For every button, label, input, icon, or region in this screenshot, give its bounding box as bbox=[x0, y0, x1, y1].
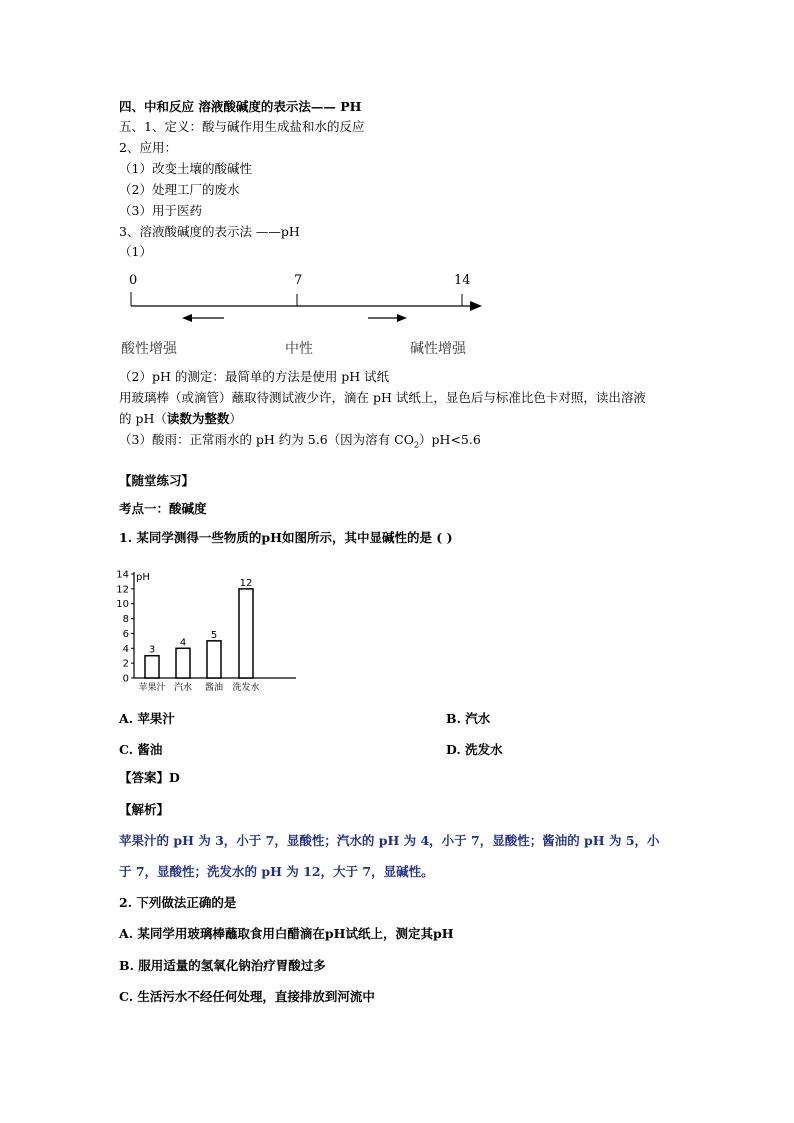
question-2: 2. 下列做法正确的是 bbox=[119, 895, 237, 910]
q2-option-b: B. 服用适量的氢氧化钠治疗胃酸过多 bbox=[119, 958, 326, 973]
neutral-label: 中性 bbox=[285, 341, 313, 357]
bar-value-label: 4 bbox=[179, 637, 187, 649]
y-tick-label: 4 bbox=[122, 643, 129, 655]
bar bbox=[207, 641, 221, 678]
y-tick-label: 8 bbox=[122, 614, 129, 626]
y-axis-label: pH bbox=[136, 572, 150, 583]
bar bbox=[145, 656, 159, 678]
ph-measure-line: 用玻璃棒（或滴管）蘸取待测试液少许，滴在 pH 试纸上，显色后与标准比色卡对照，读出溶液 bbox=[119, 390, 646, 405]
bar-value-label: 5 bbox=[210, 629, 218, 641]
analysis-text: 于 7，显酸性；洗发水的 pH 为 12，大于 7，显碱性。 bbox=[119, 864, 434, 879]
scale-tick-label: 0 bbox=[129, 273, 138, 288]
y-tick-label: 6 bbox=[122, 628, 129, 640]
application-item: （3）用于医药 bbox=[119, 203, 202, 218]
bar bbox=[176, 648, 190, 678]
q1-option-a: A. 苹果汁 bbox=[119, 711, 175, 726]
application-item: （2）处理工厂的废水 bbox=[119, 182, 240, 197]
q1-option-c: C. 酱油 bbox=[119, 742, 163, 757]
acid-label: 酸性增强 bbox=[121, 341, 177, 357]
scale-tick-label: 7 bbox=[294, 273, 303, 288]
section-title: 四、中和反应 溶液酸碱度的表示法—— PH bbox=[119, 99, 362, 114]
scale-tick-label: 14 bbox=[454, 273, 471, 288]
y-tick-label: 0 bbox=[122, 673, 129, 685]
ph-measure-line: 的 pH（读数为整数） bbox=[119, 411, 242, 426]
application-item: （1）改变土壤的酸碱性 bbox=[119, 161, 252, 176]
x-tick-label: 苹果汁 bbox=[138, 683, 166, 693]
x-tick-label: 洗发水 bbox=[232, 683, 260, 693]
y-tick-label: 2 bbox=[122, 658, 129, 670]
analysis-text: 苹果汁的 pH 为 3，小于 7，显酸性；汽水的 pH 为 4，小于 7，显酸性；酱油的 pH 为 5，小 bbox=[119, 833, 660, 848]
base-label: 碱性增强 bbox=[410, 341, 466, 357]
ph-subitem: （1） bbox=[119, 244, 152, 259]
q1-option-b: B. 汽水 bbox=[446, 711, 491, 726]
bar bbox=[239, 589, 253, 678]
q2-option-c: C. 生活污水不经任何处理，直接排放到河流中 bbox=[119, 989, 375, 1004]
ph-bar-chart bbox=[116, 562, 306, 696]
bar-value-label: 3 bbox=[148, 644, 156, 656]
q2-option-a: A. 某同学用玻璃棒蘸取食用白醋滴在pH试纸上，测定其pH bbox=[119, 926, 454, 941]
application-title: 2、应用： bbox=[119, 140, 177, 155]
practice-title: 【随堂练习】 bbox=[119, 473, 195, 488]
ph-scale-axis bbox=[0, 0, 794, 360]
analysis-title: 【解析】 bbox=[119, 802, 170, 817]
y-tick-label: 12 bbox=[116, 584, 129, 596]
y-tick-label: 10 bbox=[116, 599, 129, 611]
question-1: 1. 某同学测得一些物质的pH如图所示，其中显碱性的是 ( ) bbox=[119, 530, 453, 545]
bar-value-label: 12 bbox=[239, 577, 253, 589]
y-tick-label: 14 bbox=[116, 569, 129, 581]
kaodian: 考点一：酸碱度 bbox=[119, 501, 207, 516]
ph-measure-line: （2）pH 的测定：最简单的方法是使用 pH 试纸 bbox=[119, 369, 390, 384]
q1-option-d: D. 洗发水 bbox=[446, 742, 503, 757]
ph-title: 3、溶液酸碱度的表示法 ——pH bbox=[119, 224, 300, 239]
x-tick-label: 汽水 bbox=[173, 683, 193, 693]
definition: 五、1、定义：酸与碱作用生成盐和水的反应 bbox=[119, 119, 365, 134]
x-tick-label: 酱油 bbox=[204, 683, 224, 693]
acid-rain-line: （3）酸雨：正常雨水的 pH 约为 5.6（因为溶有 $CO_2)pH<5.6$ bbox=[119, 432, 481, 450]
answer: 【答案】D bbox=[119, 770, 180, 785]
